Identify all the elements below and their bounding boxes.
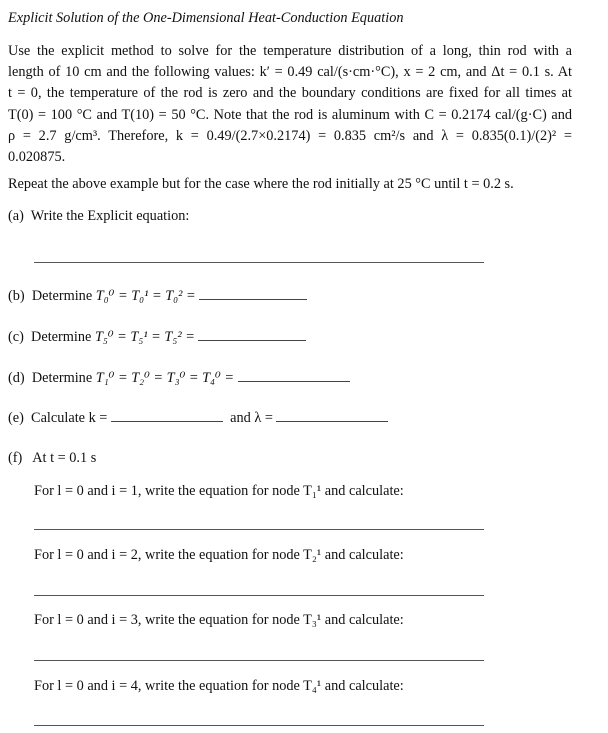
answer-blank-lambda[interactable] [276, 411, 388, 422]
answer-line-node-1[interactable] [34, 529, 484, 530]
question-d [8, 370, 350, 387]
node-4-prompt: For l = 0 and i = 4, write the equation for node T₄¹ and calculate: [34, 678, 404, 694]
question-d-text: Determine [31, 370, 93, 386]
question-b-equation: T₀⁰ = T₀¹ = T₀² = [95, 288, 196, 304]
node-3-prompt: For l = 0 and i = 3, write the equation for node T₃¹ and calculate: [34, 612, 404, 628]
question-f-label: (f) [8, 450, 23, 466]
question-c [8, 329, 306, 346]
question-c-label: (c) [8, 329, 24, 345]
question-d-equation: T₁⁰ = T₂⁰ = T₃⁰ = T₄⁰ = [95, 370, 234, 386]
intro-line-5: ρ = 2.7 g/cm³. Therefore, k = 0.49/(2.7×0.2174) = 0.835 cm²/s and λ = 0.835(0.1)/(2)² = [8, 127, 572, 144]
question-b-text: Determine [31, 288, 93, 304]
question-e-label: (e) [8, 410, 24, 426]
answer-blank-b[interactable] [199, 289, 307, 300]
question-c-text: Determine [31, 329, 92, 345]
question-c-equation: T₅⁰ = T₅¹ = T₅² = [94, 329, 195, 345]
node-2-prompt: For l = 0 and i = 2, write the equation for node T₂¹ and calculate: [34, 547, 404, 563]
question-b [8, 288, 307, 305]
intro-line-3: t = 0, the temperature of the rod is zero and the boundary conditions are fixed for all times at [8, 85, 572, 102]
question-a-text: Write the Explicit equation: [30, 208, 190, 224]
answer-line-node-3[interactable] [34, 660, 484, 661]
question-f-text: At t = 0.1 s [32, 450, 97, 466]
answer-line-node-4[interactable] [34, 725, 484, 726]
question-d-label: (d) [8, 370, 25, 386]
question-e [8, 410, 388, 427]
question-e-text: Calculate k = [31, 410, 108, 426]
answer-blank-k[interactable] [111, 411, 223, 422]
node-1-prompt: For l = 0 and i = 1, write the equation for node T₁¹ and calculate: [34, 483, 404, 499]
page-title: Explicit Solution of the One-Dimensional Heat-Conduction Equation [8, 10, 404, 26]
question-f [8, 450, 96, 467]
intro-line-6: 0.020875. [8, 149, 66, 166]
intro-line-2: length of 10 cm and the following values: k′ = 0.49 cal/(s·cm·°C), x = 2 cm, and Δt = 0.1 s. At [8, 64, 572, 81]
answer-blank-c[interactable] [198, 330, 306, 341]
answer-blank-d[interactable] [238, 371, 350, 382]
question-b-label: (b) [8, 288, 25, 304]
answer-line-a[interactable] [34, 262, 484, 263]
problem-statement [8, 41, 572, 168]
question-e-lambda: and λ = [230, 410, 273, 426]
intro-line-4: T(0) = 100 °C and T(10) = 50 °C. Note that the rod is aluminum with C = 0.2174 cal/(g·C) and [8, 106, 572, 123]
intro-line-1: Use the explicit method to solve for the temperature distribution of a long, thin rod with a [8, 43, 572, 59]
question-a-label: (a) [8, 208, 24, 224]
repeat-instruction: Repeat the above example but for the case where the rod initially at 25 °C until t = 0.2 s. [8, 176, 514, 192]
answer-line-node-2[interactable] [34, 595, 484, 596]
question-a [8, 208, 189, 225]
